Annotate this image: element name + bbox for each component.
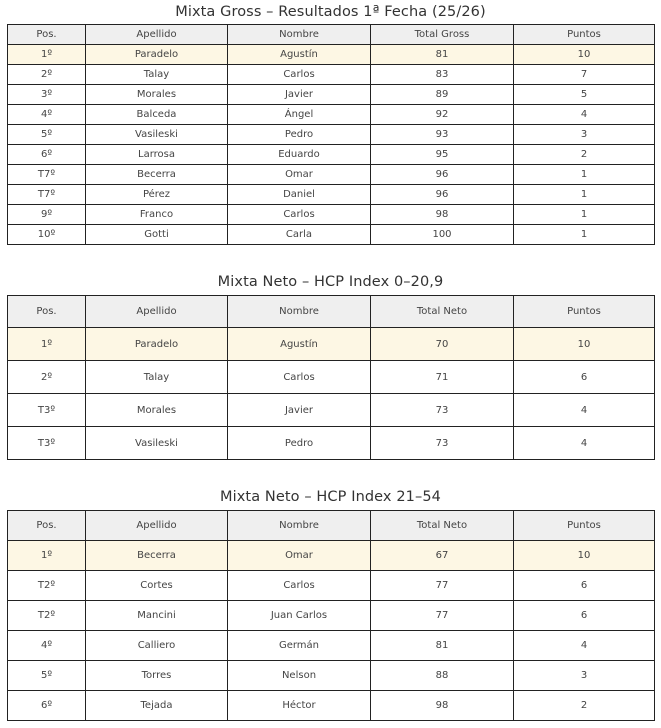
cell-apellido: Talay: [86, 361, 228, 394]
cell-nombre: Pedro: [228, 125, 371, 145]
table-row: [8, 105, 655, 125]
cell-pos: 4º: [8, 631, 86, 661]
cell-pos: 6º: [8, 145, 86, 165]
column-header-total-neto: Total Neto: [371, 511, 514, 541]
cell-pos: 2º: [8, 65, 86, 85]
cell-nombre: Agustín: [228, 328, 371, 361]
cell-nombre: Agustín: [228, 45, 371, 65]
cell-puntos: 5: [514, 85, 655, 105]
cell-pos: T2º: [8, 571, 86, 601]
cell-apellido: Pérez: [86, 185, 228, 205]
cell-apellido: Calliero: [86, 631, 228, 661]
gross-table-title: Mixta Gross – Resultados 1ª Fecha (25/26): [175, 4, 486, 20]
cell-pos: 5º: [8, 125, 86, 145]
table-row: [8, 541, 655, 571]
column-header-apellido: Apellido: [86, 511, 228, 541]
cell-total: 77: [371, 601, 514, 631]
cell-puntos: 4: [514, 427, 655, 460]
table-row: [8, 145, 655, 165]
table-row: [8, 571, 655, 601]
neto-low-table-title: Mixta Neto – HCP Index 0–20,9: [217, 274, 444, 290]
cell-nombre: Germán: [228, 631, 371, 661]
cell-total: 93: [371, 125, 514, 145]
cell-pos: 2º: [8, 361, 86, 394]
cell-nombre: Carla: [228, 225, 371, 245]
cell-apellido: Vasileski: [86, 427, 228, 460]
cell-apellido: Paradelo: [86, 45, 228, 65]
cell-pos: 1º: [8, 45, 86, 65]
column-header-puntos: Puntos: [514, 25, 655, 45]
table-row: [8, 427, 655, 460]
cell-apellido: Larrosa: [86, 145, 228, 165]
cell-apellido: Morales: [86, 85, 228, 105]
cell-pos: T2º: [8, 601, 86, 631]
cell-nombre: Javier: [228, 394, 371, 427]
cell-puntos: 10: [514, 541, 655, 571]
table-row: [8, 165, 655, 185]
cell-puntos: 1: [514, 225, 655, 245]
column-header-pos: Pos.: [8, 296, 86, 328]
column-header-pos: Pos.: [8, 25, 86, 45]
table-row: [8, 631, 655, 661]
cell-pos: 10º: [8, 225, 86, 245]
cell-puntos: 4: [514, 394, 655, 427]
cell-pos: 6º: [8, 691, 86, 721]
table-header-row: [8, 25, 655, 45]
table-row: [8, 125, 655, 145]
cell-total: 96: [371, 185, 514, 205]
cell-total: 88: [371, 661, 514, 691]
cell-total: 67: [371, 541, 514, 571]
cell-apellido: Gotti: [86, 225, 228, 245]
cell-puntos: 3: [514, 125, 655, 145]
cell-total: 83: [371, 65, 514, 85]
cell-nombre: Daniel: [228, 185, 371, 205]
cell-nombre: Omar: [228, 165, 371, 185]
cell-apellido: Becerra: [86, 165, 228, 185]
cell-total: 89: [371, 85, 514, 105]
table-row: [8, 601, 655, 631]
cell-total: 81: [371, 631, 514, 661]
cell-nombre: Carlos: [228, 361, 371, 394]
cell-pos: 3º: [8, 85, 86, 105]
table-row: [8, 394, 655, 427]
cell-pos: 1º: [8, 541, 86, 571]
cell-total: 92: [371, 105, 514, 125]
cell-nombre: Juan Carlos: [228, 601, 371, 631]
table-row: [8, 225, 655, 245]
cell-puntos: 3: [514, 661, 655, 691]
column-header-apellido: Apellido: [86, 296, 228, 328]
cell-puntos: 2: [514, 691, 655, 721]
cell-pos: 1º: [8, 328, 86, 361]
cell-puntos: 1: [514, 165, 655, 185]
cell-nombre: Ángel: [228, 105, 371, 125]
cell-apellido: Cortes: [86, 571, 228, 601]
table-row: [8, 185, 655, 205]
cell-nombre: Nelson: [228, 661, 371, 691]
cell-pos: 4º: [8, 105, 86, 125]
cell-total: 81: [371, 45, 514, 65]
neto-low-results-table: [7, 295, 655, 460]
cell-puntos: 7: [514, 65, 655, 85]
cell-puntos: 4: [514, 105, 655, 125]
column-header-puntos: Puntos: [514, 296, 655, 328]
column-header-puntos: Puntos: [514, 511, 655, 541]
cell-apellido: Franco: [86, 205, 228, 225]
cell-nombre: Javier: [228, 85, 371, 105]
cell-puntos: 1: [514, 185, 655, 205]
cell-apellido: Becerra: [86, 541, 228, 571]
table-row: [8, 45, 655, 65]
cell-total: 73: [371, 427, 514, 460]
cell-apellido: Mancini: [86, 601, 228, 631]
cell-puntos: 10: [514, 45, 655, 65]
table-row: [8, 661, 655, 691]
cell-puntos: 2: [514, 145, 655, 165]
neto-high-table-title: Mixta Neto – HCP Index 21–54: [220, 489, 441, 505]
cell-pos: T7º: [8, 185, 86, 205]
cell-pos: T7º: [8, 165, 86, 185]
cell-total: 98: [371, 691, 514, 721]
cell-apellido: Tejada: [86, 691, 228, 721]
cell-puntos: 10: [514, 328, 655, 361]
cell-apellido: Torres: [86, 661, 228, 691]
cell-total: 73: [371, 394, 514, 427]
cell-nombre: Carlos: [228, 65, 371, 85]
table-header-row: [8, 296, 655, 328]
column-header-nombre: Nombre: [228, 511, 371, 541]
cell-nombre: Eduardo: [228, 145, 371, 165]
cell-total: 100: [371, 225, 514, 245]
table-row: [8, 205, 655, 225]
cell-puntos: 1: [514, 205, 655, 225]
cell-apellido: Talay: [86, 65, 228, 85]
cell-total: 96: [371, 165, 514, 185]
table-row: [8, 691, 655, 721]
cell-puntos: 6: [514, 571, 655, 601]
cell-pos: 5º: [8, 661, 86, 691]
cell-nombre: Pedro: [228, 427, 371, 460]
cell-apellido: Morales: [86, 394, 228, 427]
cell-pos: T3º: [8, 427, 86, 460]
table-row: [8, 361, 655, 394]
table-row: [8, 328, 655, 361]
cell-total: 95: [371, 145, 514, 165]
cell-apellido: Vasileski: [86, 125, 228, 145]
table-row: [8, 85, 655, 105]
cell-total: 77: [371, 571, 514, 601]
column-header-apellido: Apellido: [86, 25, 228, 45]
table-row: [8, 65, 655, 85]
cell-pos: T3º: [8, 394, 86, 427]
cell-apellido: Balceda: [86, 105, 228, 125]
cell-puntos: 4: [514, 631, 655, 661]
column-header-pos: Pos.: [8, 511, 86, 541]
cell-total: 70: [371, 328, 514, 361]
cell-nombre: Omar: [228, 541, 371, 571]
cell-puntos: 6: [514, 361, 655, 394]
table-header-row: [8, 511, 655, 541]
column-header-total-gross: Total Gross: [371, 25, 514, 45]
column-header-nombre: Nombre: [228, 296, 371, 328]
cell-puntos: 6: [514, 601, 655, 631]
column-header-total-neto: Total Neto: [371, 296, 514, 328]
cell-total: 71: [371, 361, 514, 394]
cell-nombre: Héctor: [228, 691, 371, 721]
neto-high-results-table: [7, 510, 655, 721]
cell-pos: 9º: [8, 205, 86, 225]
gross-results-table: [7, 24, 655, 245]
cell-total: 98: [371, 205, 514, 225]
cell-nombre: Carlos: [228, 205, 371, 225]
column-header-nombre: Nombre: [228, 25, 371, 45]
cell-nombre: Carlos: [228, 571, 371, 601]
cell-apellido: Paradelo: [86, 328, 228, 361]
